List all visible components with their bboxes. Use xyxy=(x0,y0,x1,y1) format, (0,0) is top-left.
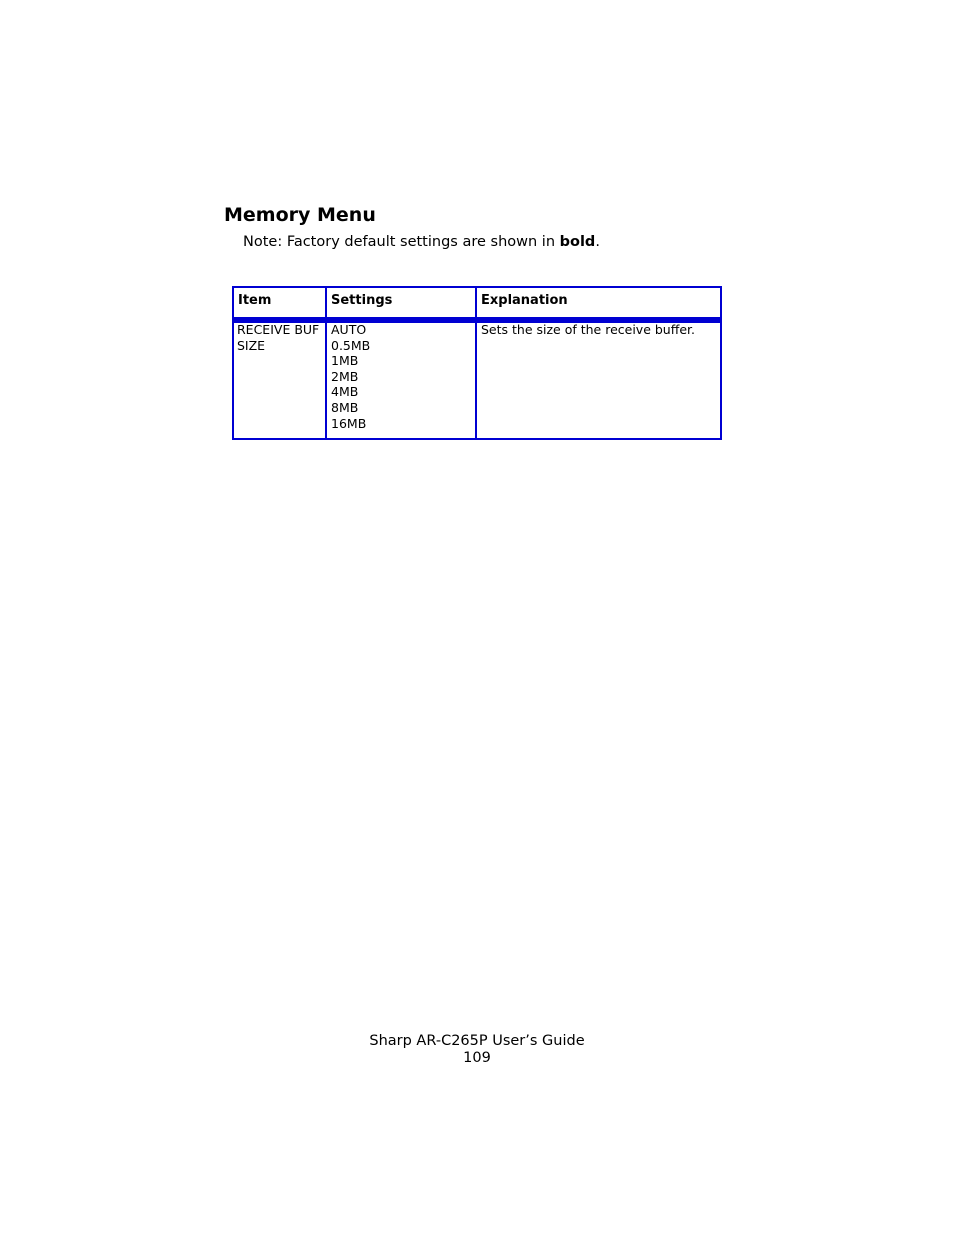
note-text: Note: Factory default settings are shown in xyxy=(243,234,560,250)
footer-page-number: 109 xyxy=(463,1050,491,1066)
setting-option: 4MB xyxy=(331,384,359,400)
footer-guide-title: Sharp AR-C265P User’s Guide xyxy=(369,1033,585,1049)
setting-option: 2MB xyxy=(331,368,359,384)
header-settings: Settings xyxy=(331,293,393,308)
item-line: SIZE xyxy=(237,337,266,353)
setting-option: 16MB xyxy=(331,415,367,431)
setting-option: 0.5MB xyxy=(331,337,371,353)
item-line: RECEIVE BUF xyxy=(237,322,320,337)
memory-menu-table xyxy=(232,286,722,440)
row-explanation-cell: Sets the size of the receive buffer. xyxy=(481,322,695,337)
default-settings-note xyxy=(243,232,600,252)
table-top-border xyxy=(232,286,722,288)
section-title: Memory Menu xyxy=(224,204,376,226)
row-item-cell xyxy=(237,322,319,353)
header-explanation: Explanation xyxy=(481,293,568,308)
setting-option: AUTO xyxy=(331,322,367,337)
column-divider-1 xyxy=(325,286,327,440)
row-settings-cell xyxy=(331,322,370,431)
table-left-border xyxy=(232,286,234,440)
setting-option: 8MB xyxy=(331,399,359,415)
note-bold-word: bold xyxy=(559,234,596,250)
table-bottom-border xyxy=(232,438,722,440)
table-right-border xyxy=(720,286,722,440)
note-period: . xyxy=(595,234,600,250)
header-item: Item xyxy=(238,293,272,308)
setting-option: 1MB xyxy=(331,353,359,369)
column-divider-2 xyxy=(475,286,477,440)
